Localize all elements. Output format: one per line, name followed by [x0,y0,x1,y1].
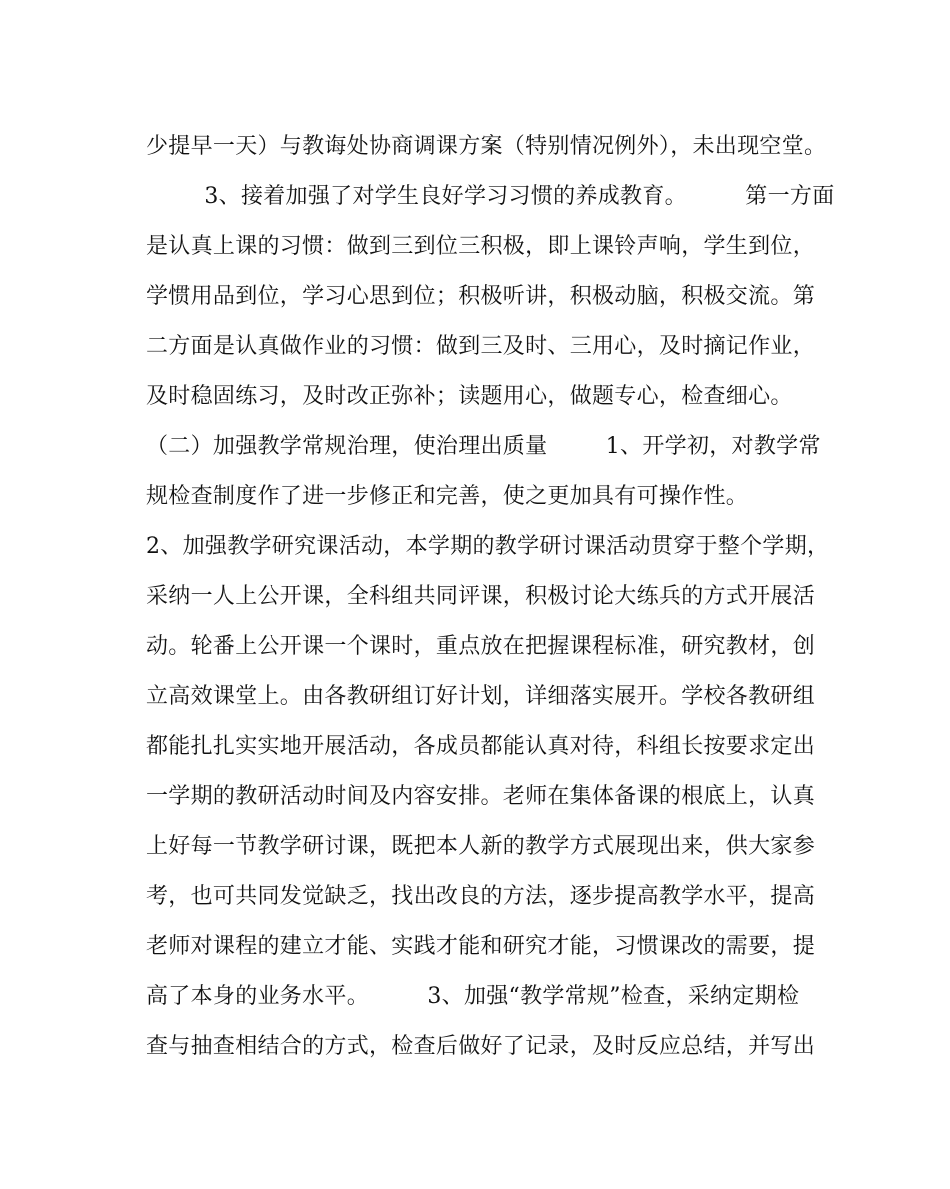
text-line: 一学期的教研活动时间及内容安排。老师在集体备课的根底上，认真 [146,784,816,809]
text-line: 老师对课程的建立才能、实践才能和研究才能，习惯课改的需要，提 [146,934,816,959]
text-line: 少提早一天）与教诲处协商调课方案（特别情况例外），未出现空堂。 [146,134,827,159]
text-line: 高了本身的业务水平。 3、加强“教学常规”检查，采纳定期检 [146,984,800,1009]
text-line: 上好每一节教学研讨课，既把本人新的教学方式展现出来，供大家参 [146,834,816,859]
text-line: 动。轮番上公开课一个课时，重点放在把握课程标准，研究教材，创 [146,634,816,659]
text-line: 二方面是认真做作业的习惯：做到三及时、三用心，及时摘记作业， [146,334,816,359]
text-line: 采纳一人上公开课，全科组共同评课，积极讨论大练兵的方式开展活 [146,584,816,609]
text-line: 考，也可共同发觉缺乏，找出改良的方法，逐步提高教学水平，提高 [146,884,816,909]
text-line: 学惯用品到位，学习心思到位；积极听讲，积极动脑，积极交流。第 [146,284,816,309]
text-line: 3、接着加强了对学生良好学习习惯的养成教育。 第一方面 [146,184,835,209]
text-line: 是认真上课的习惯：做到三到位三积极，即上课铃声响，学生到位， [146,234,816,259]
text-line: 规检查制度作了进一步修正和完善，使之更加具有可操作性。 [146,484,749,509]
text-line: 立高效课堂上。由各教研组订好计划，详细落实展开。学校各教研组 [146,684,816,709]
text-line: （二）加强教学常规治理，使治理出质量 1、开学初，对教学常 [146,434,821,459]
text-line: 查与抽查相结合的方式，检查后做好了记录，及时反应总结，并写出 [146,1034,816,1059]
text-line: 2、加强教学研究课活动，本学期的教学研讨课活动贯穿于整个学期， [146,534,830,559]
text-line: 及时稳固练习，及时改正弥补；读题用心，做题专心，检查细心。 [146,384,793,409]
text-line: 都能扎扎实实地开展活动，各成员都能认真对待，科组长按要求定出 [146,734,816,759]
